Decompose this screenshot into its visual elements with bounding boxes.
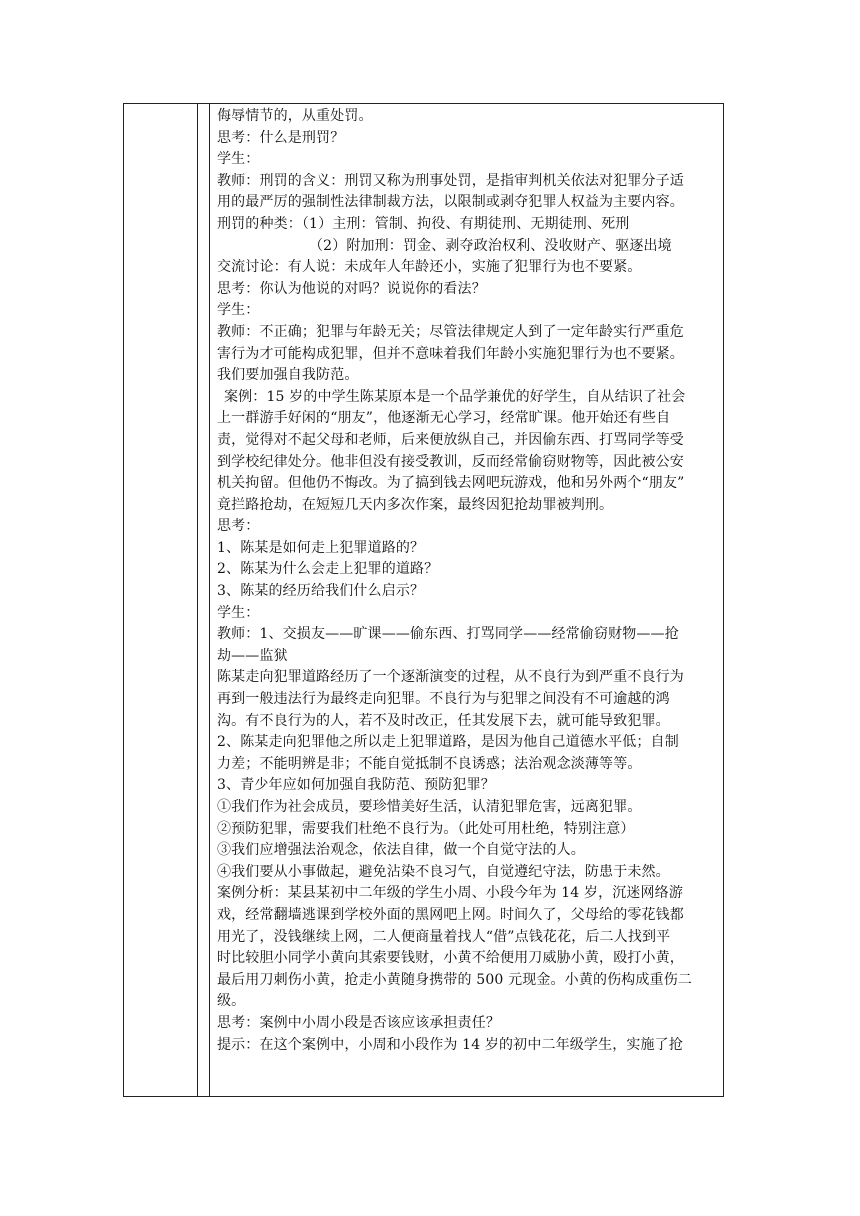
- text-line: 3、陈某的经历给我们什么启示？: [217, 583, 425, 600]
- text-line: 思考：案例中小周小段是否该应该承担责任？: [217, 1014, 500, 1031]
- text-line: 教师：不正确；犯罪与年龄无关；尽管法律规定人到了一定年龄实行严重危: [217, 323, 684, 340]
- text-line: 学生：: [217, 151, 260, 168]
- text-line: 戏，经常翻墙逃课到学校外面的黑网吧上网。时间久了，父母给的零花钱都: [217, 906, 684, 923]
- text-line: ②预防犯罪，需要我们杜绝不良行为。（此处可用杜绝，特别注意）: [217, 820, 635, 837]
- text-line: 提示：在这个案例中，小周和小段作为 14 岁的初中二年级学生，实施了抢: [217, 1036, 683, 1053]
- text-line: 思考：你认为他说的对吗？说说你的看法？: [217, 280, 486, 297]
- text-line: 级。: [217, 993, 246, 1010]
- text-line: 1、陈某是如何走上犯罪道路的？: [217, 539, 425, 556]
- text-line: 到学校纪律处分。他非但没有接受教训，反而经常偷窃财物等，因此被公安: [217, 453, 684, 470]
- text-line: 2、陈某为什么会走上犯罪的道路？: [217, 561, 439, 578]
- text-line: 劫——监狱: [217, 647, 288, 664]
- text-line: 竟拦路抢劫，在短短几天内多次作案，最终因犯抢劫罪被判刑。: [217, 496, 614, 513]
- text-line: 思考：什么是刑罚？: [217, 129, 345, 146]
- text-line: 沟。有不良行为的人，若不及时改正，任其发展下去，就可能导致犯罪。: [217, 712, 670, 729]
- text-line: 时比较胆小同学小黄向其索要钱财，小黄不给便用刀威胁小黄，殴打小黄，: [217, 950, 684, 967]
- text-line: 责，觉得对不起父母和老师，后来便放纵自己，并因偷东西、打骂同学等受: [217, 431, 684, 448]
- text-line: （2）附加刑：罚金、剥夺政治权利、没收财产、驱逐出境: [309, 237, 672, 254]
- text-line: 学生：: [217, 302, 260, 319]
- text-line: 我们要加强自我防范。: [217, 367, 359, 384]
- table-column-empty-1: [124, 104, 198, 1096]
- text-line: ①我们作为社会成员，要珍惜美好生活，认清犯罪危害，远离犯罪。: [217, 799, 642, 815]
- text-line: 用光了，没钱继续上网，二人便商量着找人“借”点钱花花，后二人找到平: [217, 928, 671, 945]
- text-line: 教师：1、交损友——旷课——偷东西、打骂同学——经常偷窃财物——抢: [217, 626, 679, 643]
- text-line: ③我们应增强法治观念，依法自律，做一个自觉守法的人。: [217, 842, 585, 859]
- text-line: 案例：15 岁的中学生陈某原本是一个品学兼优的好学生，自从结识了社会: [224, 388, 686, 405]
- text-line: 交流讨论：有人说：未成年人年龄还小，实施了犯罪行为也不要紧。: [217, 259, 642, 276]
- text-line: 思考：: [217, 518, 260, 535]
- text-line: 最后用刀刺伤小黄，抢走小黄随身携带的 500 元现金。小黄的伤构成重伤二: [217, 971, 693, 988]
- lesson-table: [123, 103, 724, 1097]
- text-line: 案例分析：某县某初中二年级的学生小周、小段今年为 14 岁，沉迷网络游: [217, 885, 683, 902]
- text-line: 学生：: [217, 604, 260, 621]
- text-line: 陈某走向犯罪道路经历了一个逐渐演变的过程，从不良行为到严重不良行为: [217, 669, 684, 686]
- text-line: ④我们要从小事做起，避免沾染不良习气，自觉遵纪守法，防患于未然。: [217, 863, 670, 880]
- text-line: 3、青少年应如何加强自我防范、预防犯罪？: [217, 777, 495, 794]
- table-column-empty-2: [198, 104, 210, 1096]
- text-line: 力差；不能明辨是非；不能自觉抵制不良诱惑；法治观念淡薄等等。: [217, 755, 642, 772]
- text-line: 上一群游手好闲的“朋友”，他逐渐无心学习，经常旷课。他开始还有些自: [217, 410, 671, 427]
- table-content-cell: [210, 104, 723, 1096]
- text-line: 害行为才可能构成犯罪，但并不意味着我们年龄小实施犯罪行为也不要紧。: [217, 345, 684, 362]
- text-line: 教师：刑罚的含义：刑罚又称为刑事处罚，是指审判机关依法对犯罪分子适: [217, 172, 684, 189]
- text-line: 2、陈某走向犯罪他之所以走上犯罪道路，是因为他自己道德水平低；自制: [217, 734, 679, 751]
- text-line: 侮辱情节的，从重处罚。: [217, 108, 373, 124]
- text-line: 再到一般违法行为最终走向犯罪。不良行为与犯罪之间没有不可逾越的鸿: [217, 691, 670, 708]
- text-line: 刑罚的种类：（1）主刑：管制、拘役、有期徒刑、无期徒刑、死刑: [217, 215, 630, 232]
- text-line: 机关拘留。但他仍不悔改。为了搞到钱去网吧玩游戏，他和另外两个“朋友”: [217, 475, 685, 492]
- text-line: 用的最严厉的强制性法律制裁方法，以限制或剥夺犯罪人权益为主要内容。: [217, 194, 684, 211]
